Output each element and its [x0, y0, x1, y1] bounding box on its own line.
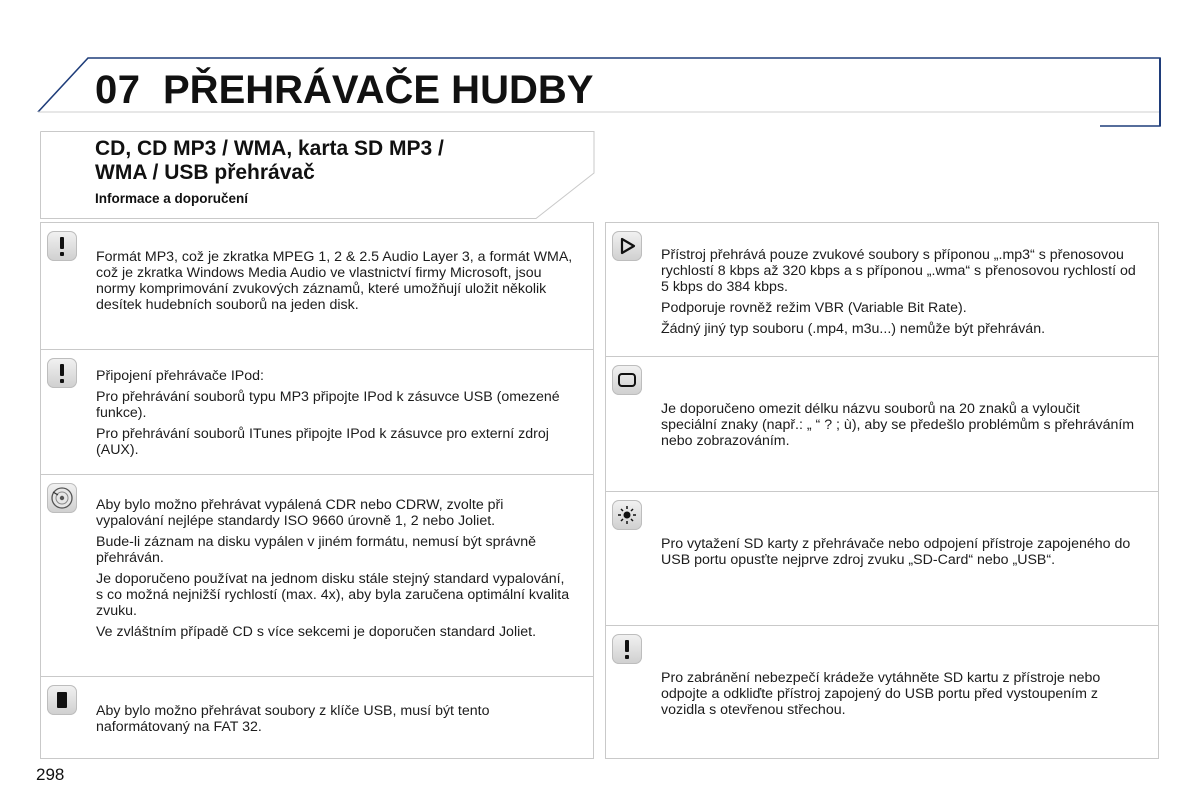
- light-tip-icon: [612, 500, 642, 530]
- note-theft-prevention: [605, 625, 1159, 759]
- play-icon: [612, 231, 642, 261]
- note-paragraph: Pro přehrávání souborů ITunes připojte IPod k zásuvce pro externí zdroj (AUX).: [96, 426, 549, 458]
- note-paragraph: Aby bylo možno přehrávat vypálená CDR nebo CDRW, zvolte při vypalování nejlépe standardy ISO 9660 úrovně 1, 2 nebo Joliet.: [96, 497, 504, 529]
- note-paragraph: Pro přehrávání souborů typu MP3 připojte IPod k zásuvce USB (omezené funkce).: [96, 389, 560, 421]
- note-paragraph: Pro vytažení SD karty z přehrávače nebo odpojení přístroje zapojeného do USB portu opusťte nejprve zdroj zvuku „SD-Card“ nebo „USB“.: [661, 536, 1131, 568]
- note-text: [96, 497, 573, 645]
- warning-icon: [47, 358, 77, 388]
- note-usb-key-format: [40, 676, 594, 759]
- note-paragraph: Formát MP3, což je zkratka MPEG 1, 2 & 2.5 Audio Layer 3, a formát WMA, což je zkratka Windows Media Audio ve vlastnictví firmy Microsoft, jsou normy komprimování zvukových záznamů, které umožňují uložit několik desítek hudebních souborů na jeden disk.: [96, 249, 573, 313]
- note-text: [661, 401, 1138, 454]
- section-header: [40, 131, 596, 219]
- note-text: [661, 670, 1138, 723]
- note-text: [96, 703, 573, 740]
- note-supported-formats: [605, 222, 1159, 357]
- note-mp3-wma-formats: [40, 222, 594, 350]
- section-title-line2: WMA / USB přehrávač: [95, 161, 315, 184]
- right-notes-panel: [605, 222, 1159, 759]
- note-text: [661, 247, 1138, 342]
- section-subtitle: Informace a doporučení: [95, 191, 249, 206]
- usb-key-icon: [47, 685, 77, 715]
- note-paragraph: Je doporučeno používat na jednom disku stále stejný standard vypalování, s co možná nejnižší rychlostí (max. 4x), aby byla zaručena optimální kvalita zvuku.: [96, 571, 570, 619]
- chapter-header: [0, 0, 1200, 130]
- note-paragraph: Pro zabránění nebezpečí krádeže vytáhněte SD kartu z přístroje nebo odpojte a odkliďte přístroj zapojený do USB portu před vystoupením z vozidla s otevřenou střechou.: [661, 670, 1101, 718]
- note-sd-removal: [605, 491, 1159, 626]
- note-paragraph: Přístroj přehrává pouze zvukové soubory s příponou „.mp3“ s přenosovou rychlostí 8 kbps až 320 kbps a s příponou „.wma“ s přenosovou rychlostí od 5 kbps do 384 kbps.: [661, 247, 1136, 295]
- screen-icon: [612, 365, 642, 395]
- note-ipod-connection: [40, 349, 594, 475]
- warning-icon: [47, 231, 77, 261]
- section-title: [95, 137, 535, 185]
- note-text: [96, 249, 573, 318]
- note-text: [96, 368, 573, 463]
- note-paragraph: Je doporučeno omezit délku názvu souborů na 20 znaků a vyloučit speciální znaky (např.: „ “ ? ; ù), aby se předešlo problémům s přehráváním nebo zobrazováním.: [661, 401, 1135, 449]
- note-paragraph: Aby bylo možno přehrávat soubory z klíče USB, musí být tento naformátovaný na FAT 32.: [96, 703, 490, 735]
- note-file-names: [605, 356, 1159, 492]
- cd-disc-icon: [47, 483, 77, 513]
- note-paragraph: Žádný jiný typ souboru (.mp4, m3u...) nemůže být přehráván.: [661, 321, 1046, 337]
- note-cd-burning: [40, 474, 594, 677]
- note-paragraph: Ve zvláštním případě CD s více sekcemi je doporučen standard Joliet.: [96, 624, 537, 640]
- chapter-title: PŘEHRÁVAČE HUDBY: [163, 68, 594, 112]
- warning-icon: [612, 634, 642, 664]
- page-number: 298: [36, 765, 65, 784]
- chapter-number: 07: [95, 68, 141, 112]
- note-paragraph: Bude-li záznam na disku vypálen v jiném formátu, nemusí být správně přehráván.: [96, 534, 537, 566]
- note-paragraph: Podporuje rovněž režim VBR (Variable Bit Rate).: [661, 300, 967, 316]
- left-notes-panel: [40, 222, 594, 759]
- note-paragraph: Připojení přehrávače IPod:: [96, 368, 264, 384]
- section-title-line1: CD, CD MP3 / WMA, karta SD MP3 /: [95, 137, 444, 160]
- note-text: [661, 536, 1138, 573]
